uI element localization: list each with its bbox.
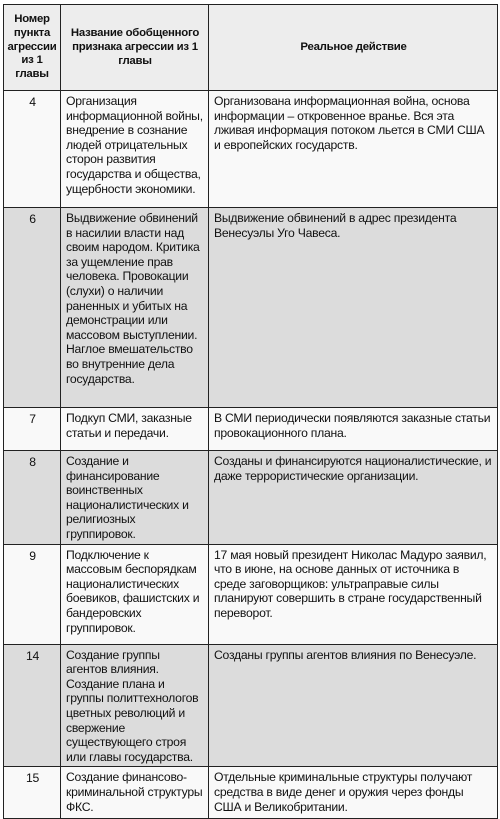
header-action: Реальное действие xyxy=(209,5,498,91)
row-feature: Создание и финансирование воинственных националистических и религиозных группировок. xyxy=(61,451,209,545)
row-number: 14 xyxy=(4,644,61,767)
row-feature: Подключение к массовым беспорядкам националистических боевиков, фашистских и бандеровских группировок. xyxy=(61,544,209,644)
row-action: Отдельные криминальные структуры получают средства в виде денег и оружия через фонды США и Великобритании. xyxy=(209,767,498,819)
row-feature: Организация информационной войны, внедрение в сознание людей отрицательных сторон развития государства и общества, ущербности экономики. xyxy=(61,91,209,208)
row-action: В СМИ периодически появляются заказные статьи провокационного плана. xyxy=(209,408,498,451)
row-action: Организована информационная война, основа информации – откровенное вранье. Вся эта лживая информация потоком льется в СМИ США и европейских государств. xyxy=(209,91,498,208)
row-action: Созданы и финансируются националистические, и даже террористические организации. xyxy=(209,451,498,545)
row-action: Выдвижение обвинений в адрес президента Венесуэлы Уго Чавеса. xyxy=(209,208,498,408)
aggression-table xyxy=(3,4,498,819)
header-feature: Название обобщенного признака агрессии из 1 главы xyxy=(61,5,209,91)
row-number: 7 xyxy=(4,408,61,451)
row-number: 6 xyxy=(4,208,61,408)
table-row xyxy=(4,208,498,408)
table-row xyxy=(4,408,498,451)
row-number: 15 xyxy=(4,767,61,819)
row-number: 4 xyxy=(4,91,61,208)
table-header-row xyxy=(4,5,498,91)
row-feature: Создание группы агентов влияния. Создание плана и группы политтехнологов цветных революций и свержение существующего строя или главы государства. xyxy=(61,644,209,767)
row-action: Созданы группы агентов влияния по Венесуэле. xyxy=(209,644,498,767)
row-action: 17 мая новый президент Николас Мадуро заявил, что в июне, на основе данных от источника в среде заговорщиков: ультраправые силы планируют совершить в стране государственный переворот. xyxy=(209,544,498,644)
document-page xyxy=(3,4,497,814)
row-feature: Подкуп СМИ, заказные статьи и передачи. xyxy=(61,408,209,451)
header-number: Номер пункта агрессии из 1 главы xyxy=(4,5,61,91)
row-number: 9 xyxy=(4,544,61,644)
row-number: 8 xyxy=(4,451,61,545)
row-feature: Выдвижение обвинений в насилии власти над своим народом. Критика за ущемление прав человека. Провокации (слухи) о наличии раненных и убитых на демонстрации или массовом выступлении. Наглое вмешательство во внутренние дела государства. xyxy=(61,208,209,408)
table-row xyxy=(4,644,498,767)
table-row xyxy=(4,451,498,545)
table-row xyxy=(4,767,498,819)
table-row xyxy=(4,91,498,208)
row-feature: Создание финансово-криминальной структуры ФКС. xyxy=(61,767,209,819)
table-row xyxy=(4,544,498,644)
